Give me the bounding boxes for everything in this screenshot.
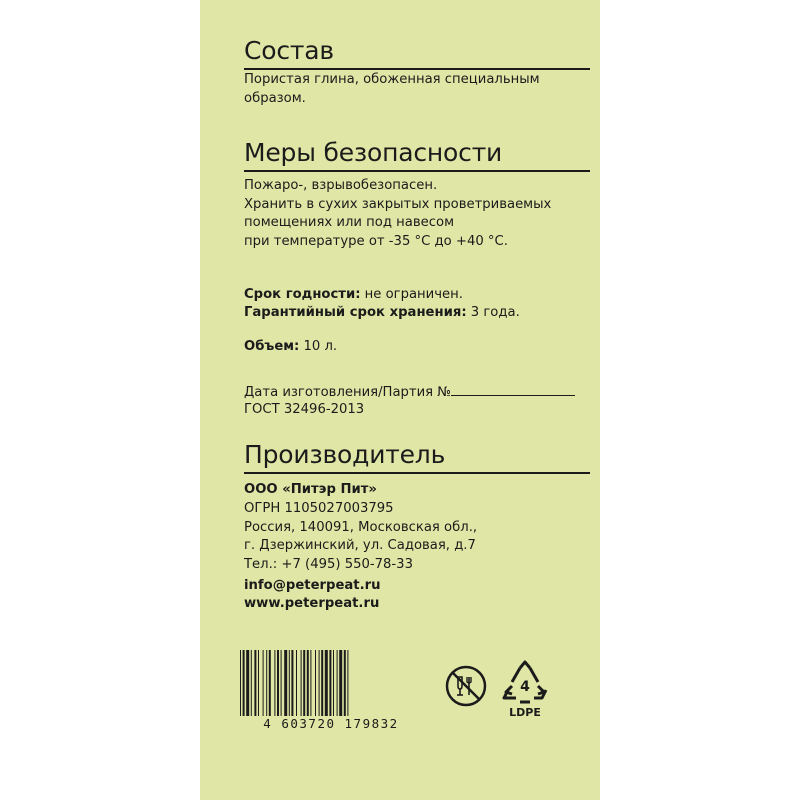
safety-heading: Меры безопасности [244, 138, 590, 172]
barcode-digits: 4 603720 179832 [238, 716, 424, 732]
volume-value: 10 л. [299, 339, 338, 354]
manufacturer-email: info@peterpeat.ru [244, 578, 381, 593]
warranty-label: Гарантийный срок хранения: [244, 305, 467, 320]
manufacturer-website: www.peterpeat.ru [244, 596, 380, 611]
composition-text: Пористая глина, обоженная специальным образом. [244, 72, 540, 106]
not-for-food-icon [444, 664, 488, 708]
batch-fill-line [451, 383, 575, 396]
recycle-code: 4 [520, 679, 530, 695]
date-batch-line [244, 383, 594, 403]
shelf-life-value: не ограничен. [360, 287, 463, 302]
product-label [200, 0, 600, 800]
warranty-value: 3 года. [466, 305, 520, 320]
manufacturer-heading: Производитель [244, 440, 590, 474]
date-batch-label: Дата изготовления/Партия № [244, 385, 452, 400]
manufacturer-company: ООО «Питэр Пит» [244, 482, 377, 497]
safety-text: Пожаро-, взрывобезопасен. Хранить в сухих закрытых проветриваемых помещениях или под навесом при температуре от -35 °С до +40 °С. [244, 178, 552, 249]
manufacturer-details: ОГРН 1105027003795 Россия, 140091, Московская обл., г. Дзержинский, ул. Садовая, д.7 Тел.: +7 (495) 550-78-33 [244, 501, 478, 572]
gost-text: ГОСТ 32496-2013 [244, 402, 365, 417]
volume-line [244, 338, 594, 357]
composition-heading: Состав [244, 36, 590, 70]
recycle-material: LDPE [509, 706, 541, 719]
warranty-line [244, 304, 594, 323]
recycle-icon [500, 660, 550, 706]
shelf-life-line [244, 286, 594, 305]
shelf-life-label: Срок годности: [244, 287, 361, 302]
volume-label: Объем: [244, 339, 300, 354]
